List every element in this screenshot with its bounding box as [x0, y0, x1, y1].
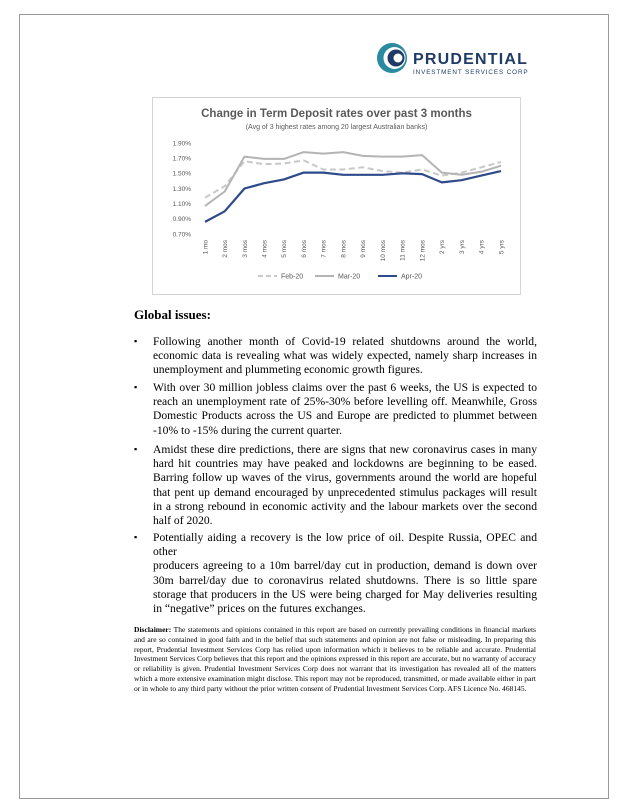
bullet-line: half of 2020.	[153, 514, 213, 528]
y-tick-label: 1.70%	[172, 155, 191, 163]
y-tick-label: 1.90%	[172, 140, 191, 148]
series-line-mar-20	[205, 152, 501, 206]
bullet-line: hard hit countries may have peaked and lockdowns are beginning to be eased.	[153, 457, 537, 471]
bullet-line: in a strong rebound in economic activity and the labour markets over the second	[153, 499, 537, 513]
x-tick-label: 12 mos	[419, 240, 427, 262]
term-deposit-chart	[152, 97, 521, 295]
chart-title: Change in Term Deposit rates over past 3 months	[201, 108, 472, 120]
bullet-line: storage that producers in the US were being charged for May deliveries resulting	[153, 587, 537, 601]
brand-name: PRUDENTIAL	[413, 51, 529, 68]
bullet-text	[153, 531, 537, 616]
bullet-line: unemployment and plummeting economic growth figures.	[153, 363, 423, 377]
section-heading: Global issues:	[134, 307, 211, 322]
series-line-apr-20	[205, 171, 501, 222]
x-tick-label: 10 mos	[379, 240, 387, 262]
x-tick-label: 2 mos	[222, 240, 230, 258]
brand-tagline: INVESTMENT SERVICES CORP	[413, 69, 529, 76]
x-tick-label: 9 mos	[360, 240, 368, 258]
x-tick-label: 8 mos	[340, 240, 348, 258]
y-tick-label: 0.70%	[172, 231, 191, 239]
bullet-text	[153, 335, 537, 378]
x-tick-label: 5 mos	[281, 240, 289, 258]
chart-subtitle: (Avg of 3 highest rates among 20 largest Australian banks)	[245, 124, 428, 131]
bullet-line: Domestic Products across the US and Europe are predicted to plummet between	[153, 409, 537, 423]
x-tick-label: 6 mos	[300, 240, 308, 258]
bullet-line: reach an unemployment rate of 25%-30% before levelling off. Meanwhile, Gross	[153, 395, 537, 409]
x-tick-label: 2 yrs	[439, 240, 447, 255]
disclaimer	[134, 625, 536, 693]
y-tick-label: 1.30%	[172, 185, 191, 193]
bullet-line: in “negative” prices on the futures exchanges.	[153, 602, 366, 616]
bullet-square-icon: ▪	[134, 444, 138, 454]
x-tick-label: 7 mos	[320, 240, 328, 258]
bullet-text	[153, 443, 537, 528]
bullet-line: Barring follow up waves of the virus, governments around the world are hopeful	[153, 471, 537, 485]
disclaimer-label: Disclaimer:	[134, 625, 172, 634]
x-tick-label: 4 yrs	[478, 240, 486, 255]
bullet-square-icon: ▪	[134, 382, 138, 392]
x-tick-label: 11 mos	[399, 240, 407, 261]
bullet-text	[153, 381, 537, 438]
bullet-square-icon: ▪	[134, 532, 138, 542]
document-page	[19, 14, 609, 799]
legend-label: Mar-20	[338, 273, 361, 281]
bullet-line: that pent up demand encouraged by unprecedented stimulus packages will result	[153, 485, 537, 499]
brand-wordmark	[413, 52, 529, 77]
x-tick-label: 3 yrs	[458, 240, 466, 255]
chart-canvas	[153, 98, 520, 294]
legend-label: Apr-20	[401, 273, 423, 281]
disclaimer-text: The statements and opinions contained in this report are based on currently prevailing conditions in financial markets and are so contained in good faith and in the belief that such statements and opinion are not false or misleading. In preparing this report, Prudential Investment Services Corp has relied upon information which it believes to be reliable and accurate. Prudential Investment Services Corp believes that this report and the opinions expressed in this report are accurate, but no warranty of accuracy or reliability is given. Prudential Investment Services Corp does not warrant that its investigation has revealed all of the matters which a more extensive examination might disclose. This report may not be reproduced, transmitted, or made available either in part or in whole to any third party without the prior written consent of Prudential Investment Services Corp. AFS Licence No. 468145.	[134, 625, 536, 693]
x-tick-label: 1 mo	[202, 240, 210, 255]
bullet-line: Following another month of Covid-19 related shutdowns around the world,	[153, 335, 537, 348]
y-tick-label: 1.10%	[172, 200, 191, 208]
x-tick-label: 5 yrs	[498, 240, 506, 255]
legend-label: Feb-20	[281, 273, 304, 281]
bullet-line: Amidst these dire predictions, there are signs that new coronavirus cases in many	[153, 443, 537, 456]
bullet-line: With over 30 million jobless claims over the past 6 weeks, the US is expected to	[153, 381, 537, 394]
bullet-line: 30m barrel/day due to coronavirus related shutdowns. There is so little spare	[153, 573, 537, 587]
bullet-square-icon: ▪	[134, 336, 138, 346]
bullet-line: producers agreeing to a 10m barrel/day cut in production, demand is down over	[153, 559, 537, 573]
x-tick-label: 3 mos	[241, 240, 249, 258]
y-tick-label: 1.50%	[172, 170, 191, 178]
series-line-feb-20	[205, 160, 501, 197]
bullet-line: economic data is revealing what was widely expected, namely sharp increases in	[153, 349, 537, 363]
bullet-line: Potentially aiding a recovery is the low price of oil. Despite Russia, OPEC and other	[153, 531, 537, 559]
y-tick-label: 0.90%	[172, 216, 191, 224]
bullet-line: -10% to -15% during the current quarter.	[153, 423, 342, 437]
x-tick-label: 4 mos	[261, 240, 269, 258]
